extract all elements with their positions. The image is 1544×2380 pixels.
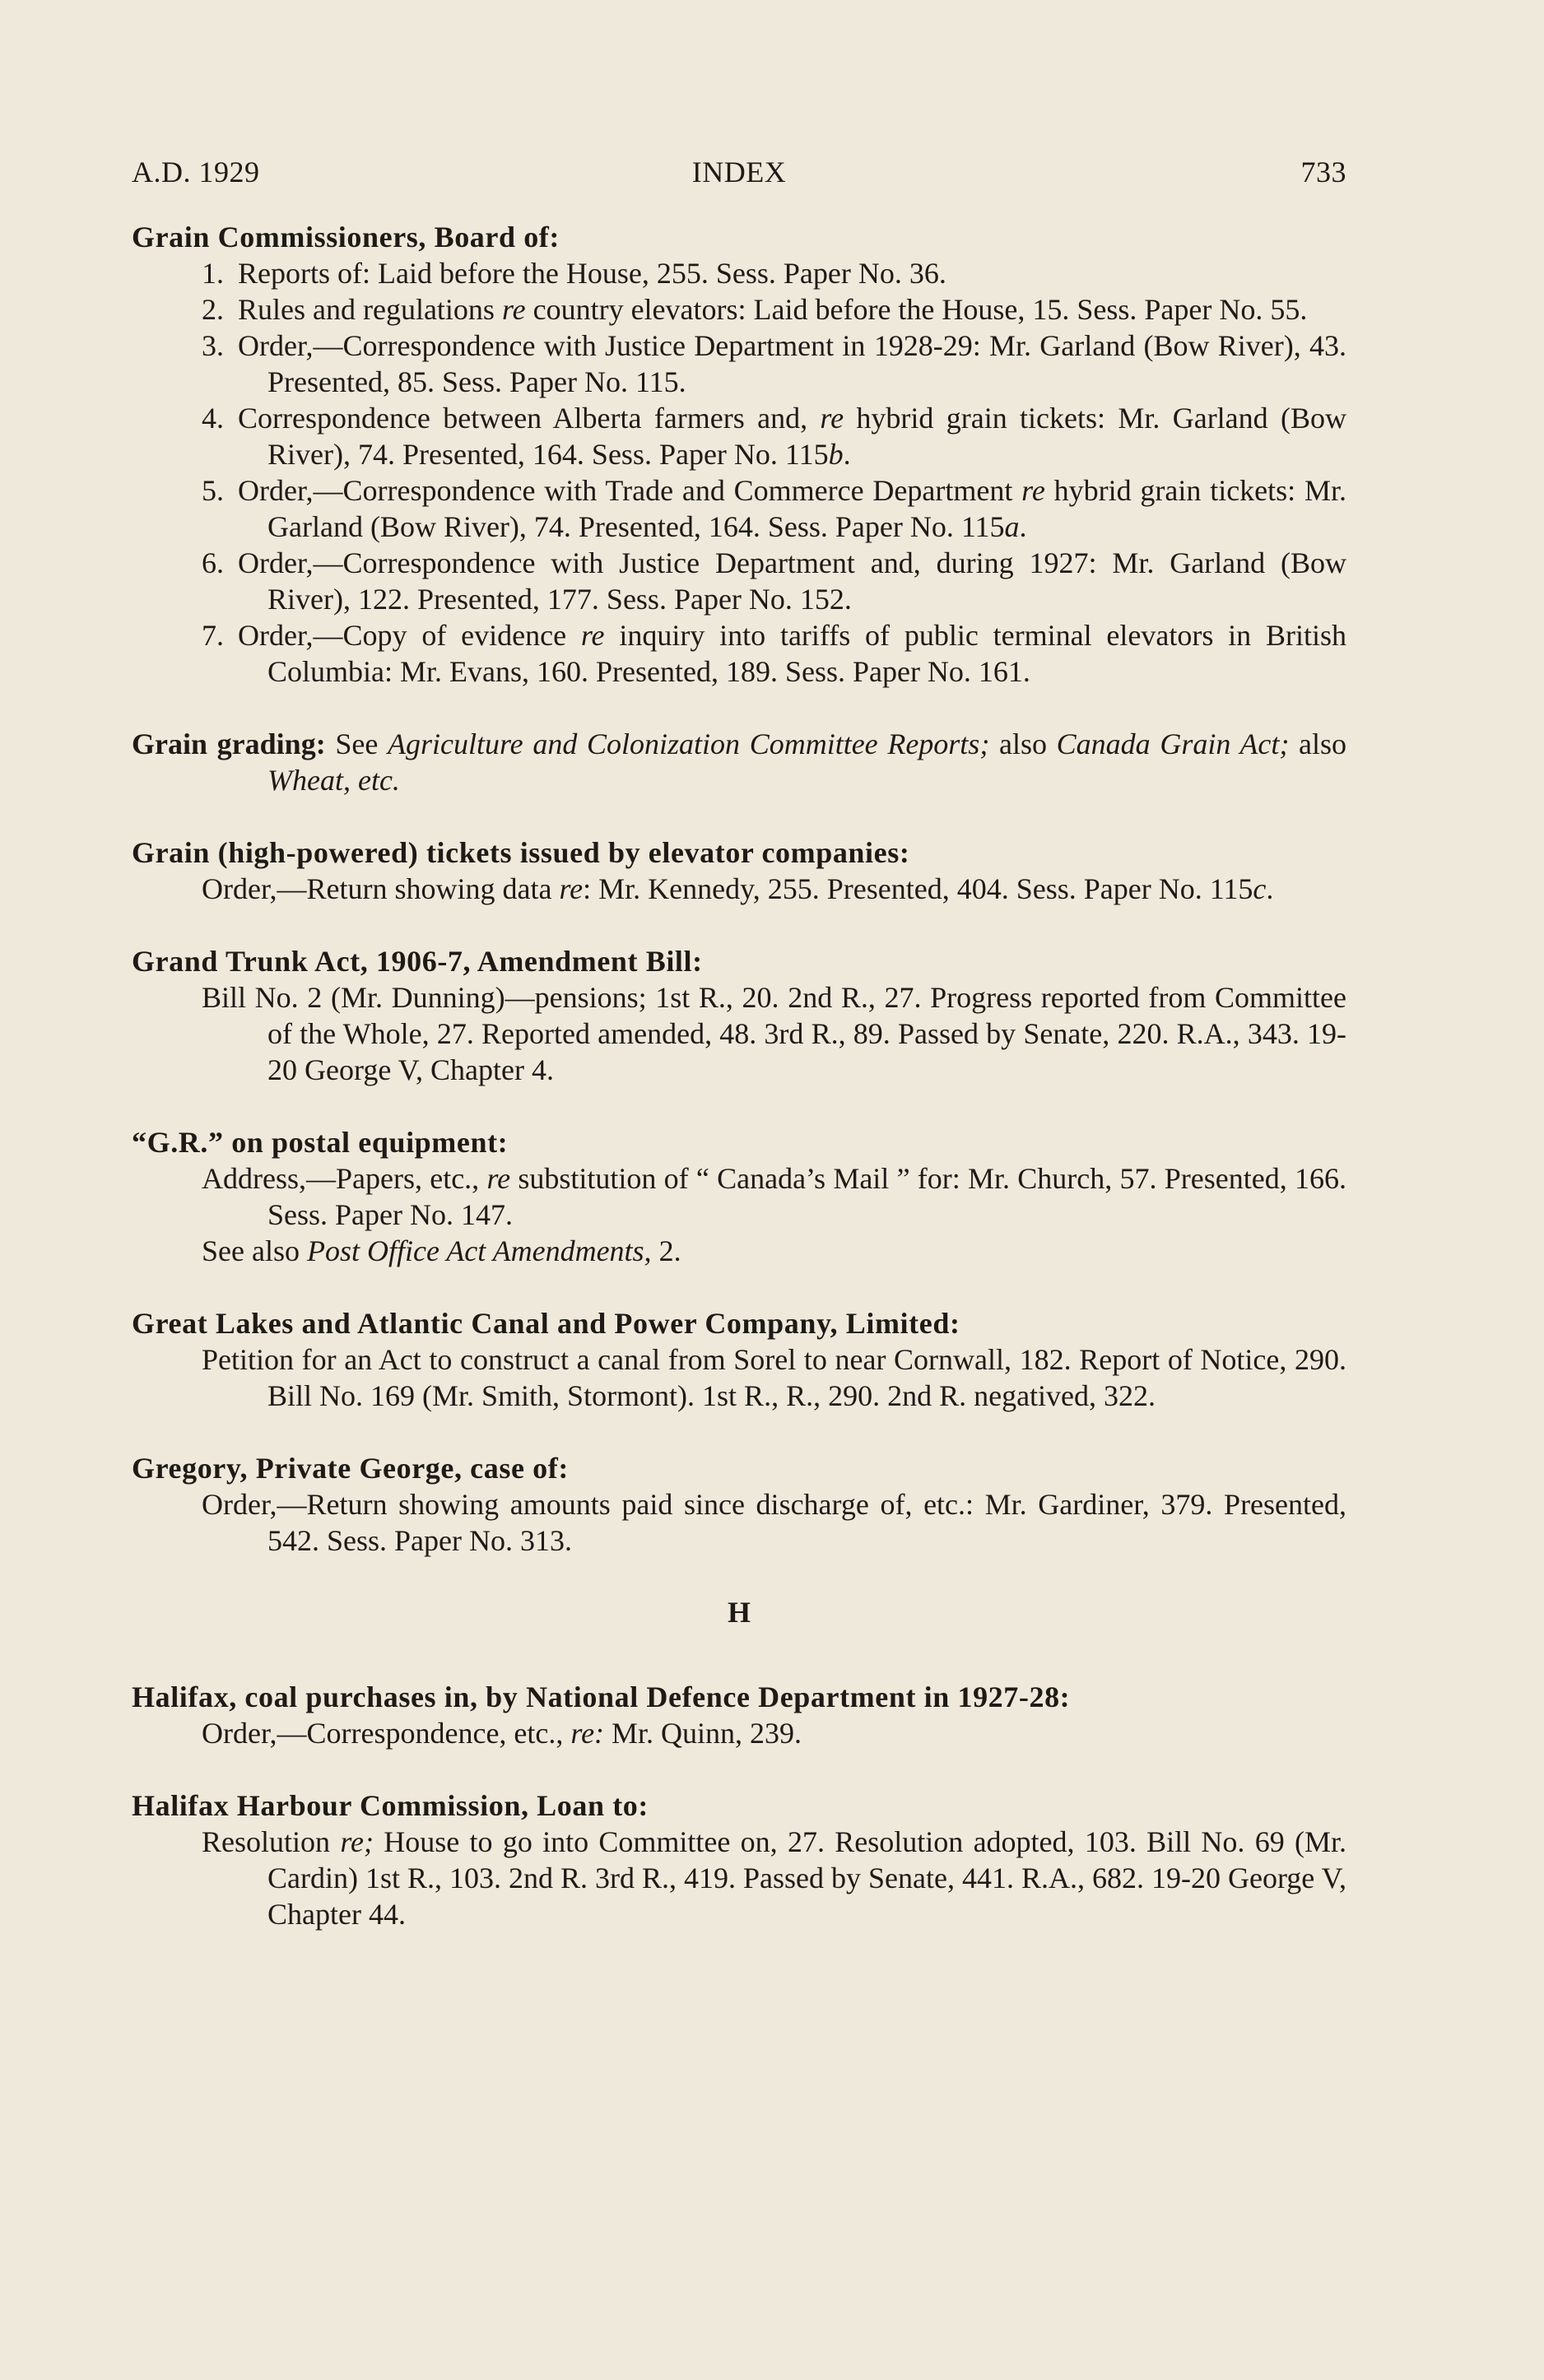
entry-subitem: Order,—Return showing amounts paid since discharge of, etc.: Mr. Gardiner, 379. Presented, 542. Sess. Paper No. 313. <box>202 1488 1346 1557</box>
entry-subitem: 6. Order,—Correspondence with Justice Department and, during 1927: Mr. Garland (Bow River), 122. Presented, 177. Sess. Paper No. 152. <box>202 546 1346 616</box>
entry-subitem: 4. Correspondence between Alberta farmers and, re hybrid grain tickets: Mr. Garland (Bow River), 74. Presented, 164. Sess. Paper No. 115b. <box>202 402 1346 471</box>
entry-heading: Gregory, Private George, case of: <box>132 1452 569 1485</box>
entry-subitem: 5. Order,—Correspondence with Trade and Commerce Department re hybrid grain tickets: Mr. Garland (Bow River), 74. Presented, 164. Sess. Paper No. 115a. <box>202 474 1346 543</box>
entry-subitem: Bill No. 2 (Mr. Dunning)—pensions; 1st R., 20. 2nd R., 27. Progress reported from Committee of the Whole, 27. Reported amended, 48. 3rd R., 89. Passed by Senate, 220. R.A., 343. 19-20 George V, Chapter 4. <box>202 981 1346 1086</box>
index-entries <box>132 219 1346 1932</box>
entry-heading: Halifax Harbour Commission, Loan to: <box>132 1789 649 1822</box>
entry-heading: Great Lakes and Atlantic Canal and Power Company, Limited: <box>132 1307 960 1340</box>
entry-subitem: 2. Rules and regulations re country elevators: Laid before the House, 15. Sess. Paper No. 55. <box>202 293 1308 326</box>
entry-subitem: Petition for an Act to construct a canal from Sorel to near Cornwall, 182. Report of Notice, 290. Bill No. 169 (Mr. Smith, Stormont). 1st R., R., 290. 2nd R. negatived, 322. <box>202 1343 1346 1412</box>
entry-heading: Grain Commissioners, Board of: <box>132 221 560 253</box>
entry-grand-trunk <box>132 943 1346 1088</box>
entry-halifax-harbour <box>132 1787 1346 1932</box>
entry-subitem: Resolution re; House to go into Committee on, 27. Resolution adopted, 103. Bill No. 69 (Mr. Cardin) 1st R., 103. 2nd R. 3rd R., 419. Passed by Senate, 441. R.A., 682. 19-20 George V, Chapter 44. <box>202 1825 1347 1931</box>
entry-heading: Halifax, coal purchases in, by National Defence Department in 1927-28: <box>132 1680 1071 1713</box>
entry-grain-tickets <box>132 834 1346 907</box>
page-number: 733 <box>1300 156 1346 188</box>
entry-heading: Grain (high-powered) tickets issued by elevator companies: <box>132 836 910 869</box>
entry-gr-postal <box>132 1124 1346 1269</box>
entry-crossref: Grain grading: See Agriculture and Colonization Committee Reports; also Canada Grain Act; also Wheat, etc. <box>132 727 1346 797</box>
entry-grain-grading <box>132 726 1346 798</box>
entry-subitem: 7. Order,—Copy of evidence re inquiry into tariffs of public terminal elevators in British Columbia: Mr. Evans, 160. Presented, 189. Sess. Paper No. 161. <box>202 619 1346 688</box>
entry-gregory <box>132 1450 1346 1559</box>
section-letter: H <box>727 1596 751 1629</box>
entry-grain-commissioners <box>132 219 1346 690</box>
entry-subitem: 1. Reports of: Laid before the House, 255. Sess. Paper No. 36. <box>202 257 946 290</box>
entry-heading: Grain grading: <box>132 727 326 760</box>
entry-halifax-coal <box>132 1679 1346 1751</box>
entry-heading: Grand Trunk Act, 1906-7, Amendment Bill: <box>132 945 703 978</box>
running-head-year: A.D. 1929 <box>132 156 260 188</box>
entry-see-also: See also Post Office Act Amendments, 2. <box>202 1234 681 1267</box>
entry-subitem: Order,—Correspondence, etc., re: Mr. Quinn, 239. <box>202 1717 802 1750</box>
running-head <box>132 155 1346 204</box>
entry-subitem: Order,—Return showing data re: Mr. Kennedy, 255. Presented, 404. Sess. Paper No. 115c. <box>202 872 1274 905</box>
entry-heading: “G.R.” on postal equipment: <box>132 1126 509 1159</box>
running-head-title: INDEX <box>691 156 787 188</box>
entry-subitem: 3. Order,—Correspondence with Justice Department in 1928-29: Mr. Garland (Bow River), 43. Presented, 85. Sess. Paper No. 115. <box>202 329 1346 398</box>
entry-great-lakes <box>132 1305 1346 1414</box>
entry-subitem: Address,—Papers, etc., re substitution of “ Canada’s Mail ” for: Mr. Church, 57. Presented, 166. Sess. Paper No. 147. <box>202 1162 1346 1231</box>
